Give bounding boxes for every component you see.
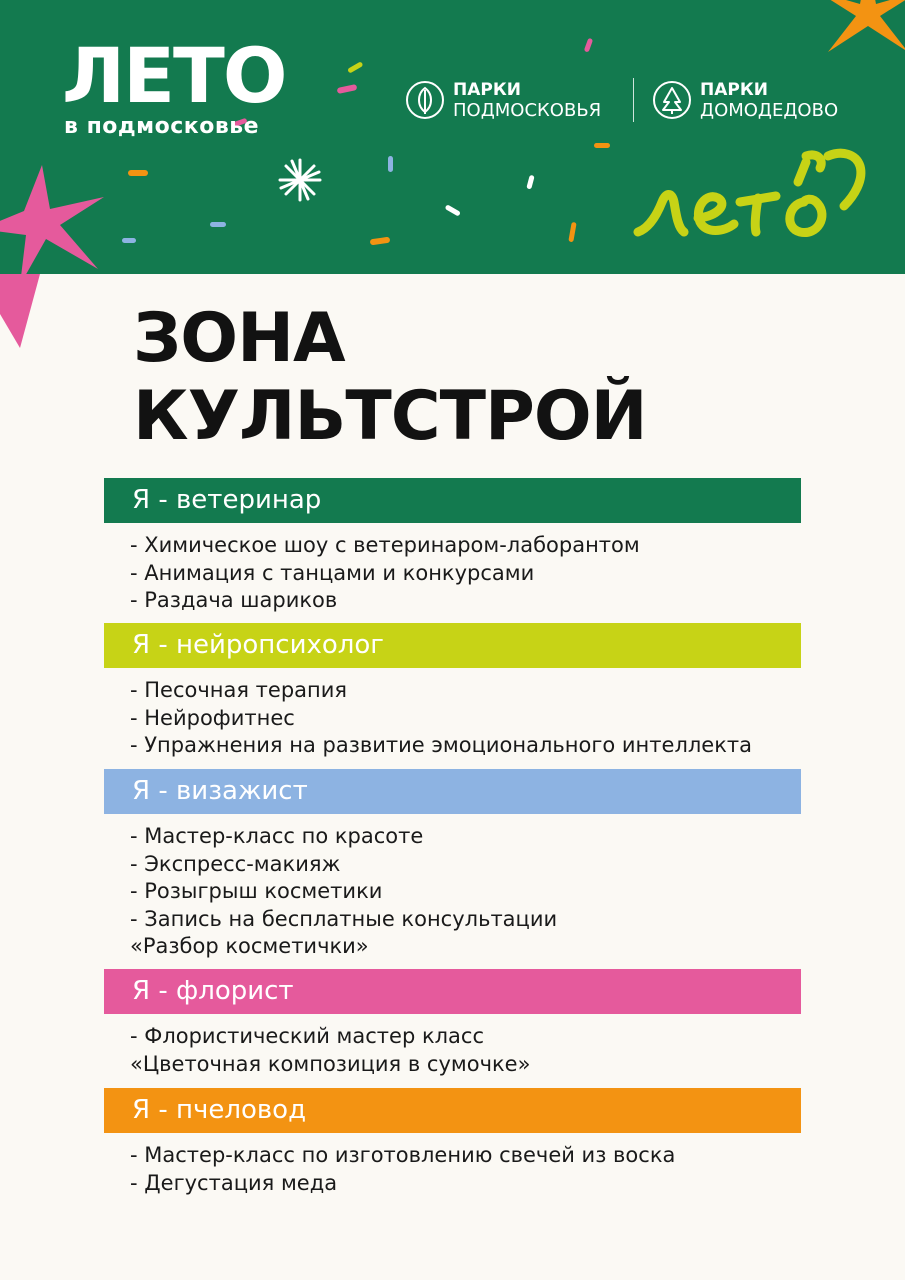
section-list-neuropsychologist bbox=[130, 677, 752, 760]
list-item: - Раздача шариков bbox=[130, 588, 338, 612]
section-list-vizazhist bbox=[130, 823, 557, 961]
parks-domodedovo-logo bbox=[652, 78, 862, 124]
park1-line1: ПАРКИ bbox=[453, 80, 521, 100]
list-item: «Разбор косметички» bbox=[130, 934, 369, 958]
list-item: - Дегустация меда bbox=[130, 1170, 338, 1195]
tree-icon bbox=[652, 80, 692, 120]
section-heading-florist: Я - флорист bbox=[104, 969, 801, 1014]
list-item: - Флористический мастер класс bbox=[130, 1024, 485, 1048]
logo-divider bbox=[633, 78, 634, 122]
list-item: - Песочная терапия bbox=[130, 678, 348, 702]
park2-line2: ДОМОДЕДОВО bbox=[700, 100, 839, 121]
list-item: - Упражнения на развитие эмоционального интеллекта bbox=[130, 733, 752, 757]
section-heading-veterinar: Я - ветеринар bbox=[104, 478, 801, 523]
logo-leto: ЛЕТО bbox=[62, 31, 286, 120]
list-item: - Запись на бесплатные консультации bbox=[130, 906, 558, 931]
title-line1: ЗОНА bbox=[133, 299, 345, 378]
section-list-veterinar bbox=[130, 532, 640, 615]
section-heading-neuropsychologist: Я - нейропсихолог bbox=[104, 623, 801, 668]
list-item: - Нейрофитнес bbox=[130, 705, 295, 730]
list-item: - Анимация с танцами и конкурсами bbox=[130, 560, 535, 585]
park1-line2: ПОДМОСКОВЬЯ bbox=[453, 100, 602, 121]
header-banner bbox=[0, 0, 905, 274]
title-line2: КУЛЬТСТРОЙ bbox=[133, 377, 647, 456]
list-item: - Розыгрыш косметики bbox=[130, 879, 383, 903]
list-item: - Химическое шоу с ветеринаром-лаборантом bbox=[130, 533, 640, 557]
page-title bbox=[133, 300, 647, 456]
section-list-pchelovod bbox=[130, 1142, 675, 1197]
list-item: - Экспресс-макияж bbox=[130, 851, 341, 876]
section-heading-pchelovod: Я - пчеловод bbox=[104, 1088, 801, 1133]
script-leto-lettering bbox=[628, 132, 868, 252]
logo-subtitle: в подмосковье bbox=[64, 114, 260, 139]
section-list-florist bbox=[130, 1023, 530, 1078]
list-item: - Мастер-класс по красоте bbox=[130, 824, 424, 848]
section-heading-vizazhist: Я - визажист bbox=[104, 769, 801, 814]
list-item: - Мастер-класс по изготовлению свечей из воска bbox=[130, 1143, 676, 1167]
park2-line1: ПАРКИ bbox=[700, 80, 768, 100]
parks-podmoskovya-logo bbox=[405, 78, 625, 124]
leaf-icon bbox=[405, 80, 445, 120]
pink-star-decoration bbox=[0, 165, 110, 274]
list-item: «Цветочная композиция в сумочке» bbox=[130, 1051, 531, 1076]
pink-star-tail-decoration bbox=[0, 274, 60, 354]
